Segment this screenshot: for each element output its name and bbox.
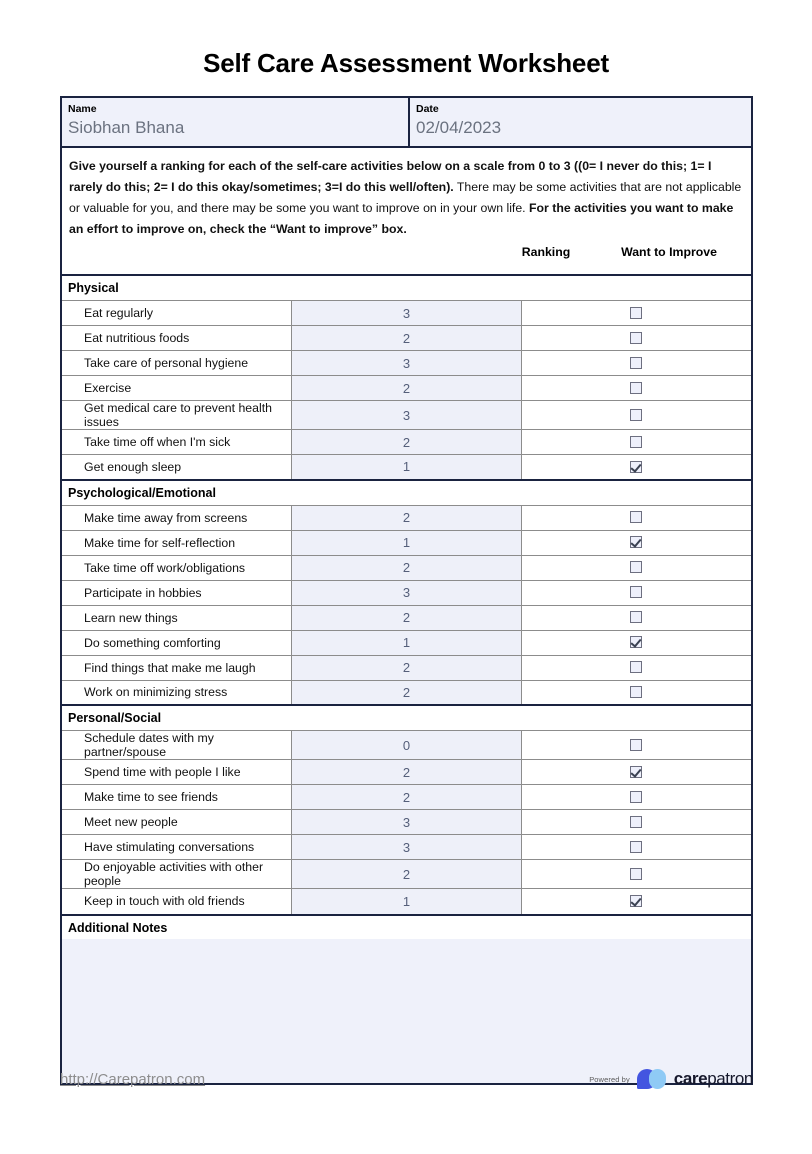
- table-row: [62, 835, 751, 860]
- improve-checkbox-cell[interactable]: [521, 630, 751, 655]
- improve-checkbox-cell[interactable]: [521, 860, 751, 889]
- checkbox-unchecked-icon[interactable]: [630, 307, 642, 319]
- section-header-row: [62, 480, 751, 506]
- carepatron-logo-icon: [637, 1068, 667, 1090]
- section-title: Psychological/Emotional: [62, 480, 751, 506]
- ranking-value[interactable]: 2: [292, 680, 522, 705]
- table-row: [62, 760, 751, 785]
- activity-label: Make time away from screens: [62, 505, 292, 530]
- improve-column-header: Want to Improve: [621, 245, 717, 259]
- activity-label: Keep in touch with old friends: [62, 889, 292, 914]
- section-title: Physical: [62, 275, 751, 301]
- date-field[interactable]: [410, 98, 751, 146]
- ranking-value[interactable]: 2: [292, 860, 522, 889]
- checkbox-unchecked-icon[interactable]: [630, 561, 642, 573]
- checkbox-unchecked-icon[interactable]: [630, 382, 642, 394]
- improve-checkbox-cell[interactable]: [521, 430, 751, 455]
- section-header-row: [62, 275, 751, 301]
- table-row: [62, 605, 751, 630]
- carepatron-url-link[interactable]: http://Carepatron.com: [60, 1070, 206, 1088]
- table-row: [62, 326, 751, 351]
- ranking-value[interactable]: 2: [292, 376, 522, 401]
- carepatron-wordmark: [674, 1069, 753, 1089]
- table-row: [62, 455, 751, 480]
- activity-label: Have stimulating conversations: [62, 835, 292, 860]
- improve-checkbox-cell[interactable]: [521, 351, 751, 376]
- improve-checkbox-cell[interactable]: [521, 505, 751, 530]
- improve-checkbox-cell[interactable]: [521, 530, 751, 555]
- checkbox-unchecked-icon[interactable]: [630, 816, 642, 828]
- activity-label: Work on minimizing stress: [62, 680, 292, 705]
- checkbox-unchecked-icon[interactable]: [630, 661, 642, 673]
- section-title: Personal/Social: [62, 705, 751, 731]
- activity-label: Find things that make me laugh: [62, 655, 292, 680]
- instructions-bold-1: Give yourself a ranking for each of the self-care activities below on a scale from 0 to 3 ((0= I never do this; 1= I rarely do this; 2= I do this okay/sometimes; 3=I do this well/often).: [69, 159, 712, 194]
- section-header-row: [62, 705, 751, 731]
- ranking-value[interactable]: 3: [292, 580, 522, 605]
- checkbox-checked-icon[interactable]: [630, 766, 642, 778]
- ranking-value[interactable]: 1: [292, 530, 522, 555]
- table-row: [62, 680, 751, 705]
- activity-label: Spend time with people I like: [62, 760, 292, 785]
- checkbox-unchecked-icon[interactable]: [630, 586, 642, 598]
- activity-label: Eat nutritious foods: [62, 326, 292, 351]
- checkbox-unchecked-icon[interactable]: [630, 791, 642, 803]
- improve-checkbox-cell[interactable]: [521, 731, 751, 760]
- instructions-block: [62, 146, 751, 274]
- checkbox-checked-icon[interactable]: [630, 636, 642, 648]
- powered-by-label: Powered by: [589, 1074, 630, 1084]
- improve-checkbox-cell[interactable]: [521, 605, 751, 630]
- improve-checkbox-cell[interactable]: [521, 835, 751, 860]
- table-row: [62, 889, 751, 914]
- column-headers: [69, 240, 742, 268]
- logo-light-shape: [649, 1069, 666, 1089]
- improve-checkbox-cell[interactable]: [521, 889, 751, 914]
- checkbox-unchecked-icon[interactable]: [630, 841, 642, 853]
- improve-checkbox-cell[interactable]: [521, 655, 751, 680]
- table-row: [62, 860, 751, 889]
- improve-checkbox-cell[interactable]: [521, 326, 751, 351]
- activity-label: Meet new people: [62, 810, 292, 835]
- improve-checkbox-cell[interactable]: [521, 555, 751, 580]
- checkbox-unchecked-icon[interactable]: [630, 511, 642, 523]
- ranking-value[interactable]: 2: [292, 555, 522, 580]
- checkbox-unchecked-icon[interactable]: [630, 357, 642, 369]
- table-row: [62, 505, 751, 530]
- identity-row: [62, 98, 751, 146]
- instructions-plain-1: There may be some activities that are not applicable or valuable for you, and there may be some you want to improve on in your own life.: [69, 180, 742, 215]
- ranking-value[interactable]: 3: [292, 301, 522, 326]
- checkbox-unchecked-icon[interactable]: [630, 436, 642, 448]
- activity-label: Get medical care to prevent health issues: [62, 401, 292, 430]
- date-value: 02/04/2023: [416, 118, 502, 137]
- ranking-value[interactable]: 3: [292, 810, 522, 835]
- checkbox-unchecked-icon[interactable]: [630, 332, 642, 344]
- name-value: Siobhan Bhana: [68, 118, 185, 137]
- table-row: [62, 530, 751, 555]
- improve-checkbox-cell[interactable]: [521, 785, 751, 810]
- activity-label: Learn new things: [62, 605, 292, 630]
- ranking-value[interactable]: 2: [292, 605, 522, 630]
- table-row: [62, 655, 751, 680]
- ranking-value[interactable]: 3: [292, 351, 522, 376]
- page-footer: [60, 1068, 753, 1090]
- table-row: [62, 785, 751, 810]
- ranking-value[interactable]: 2: [292, 785, 522, 810]
- activity-label: Do enjoyable activities with other people: [62, 860, 292, 889]
- table-row: [62, 580, 751, 605]
- carepatron-brand: [589, 1068, 753, 1090]
- table-row: [62, 555, 751, 580]
- improve-checkbox-cell[interactable]: [521, 580, 751, 605]
- activity-label: Make time to see friends: [62, 785, 292, 810]
- improve-checkbox-cell[interactable]: [521, 810, 751, 835]
- activity-label: Participate in hobbies: [62, 580, 292, 605]
- ranking-column-header: Ranking: [521, 245, 571, 259]
- activity-label: Schedule dates with my partner/spouse: [62, 731, 292, 760]
- ranking-value[interactable]: 1: [292, 889, 522, 914]
- activity-label: Take time off when I'm sick: [62, 430, 292, 455]
- ranking-value[interactable]: 2: [292, 505, 522, 530]
- ranking-value[interactable]: 3: [292, 835, 522, 860]
- table-row: [62, 301, 751, 326]
- checkbox-unchecked-icon[interactable]: [630, 409, 642, 421]
- ranking-value[interactable]: 2: [292, 326, 522, 351]
- checkbox-unchecked-icon[interactable]: [630, 739, 642, 751]
- instructions-bold-2: For the activities you want to make an effort to improve on, check the “Want to improve” box.: [69, 201, 734, 236]
- improve-checkbox-cell[interactable]: [521, 401, 751, 430]
- checkbox-unchecked-icon[interactable]: [630, 611, 642, 623]
- checkbox-unchecked-icon[interactable]: [630, 868, 642, 880]
- ranking-value[interactable]: 1: [292, 455, 522, 480]
- activity-label: Take care of personal hygiene: [62, 351, 292, 376]
- activity-label: Make time for self-reflection: [62, 530, 292, 555]
- self-care-items-table: [62, 274, 751, 914]
- improve-checkbox-cell[interactable]: [521, 455, 751, 480]
- wordmark-light: patron: [707, 1069, 753, 1088]
- activity-label: Do something comforting: [62, 630, 292, 655]
- ranking-value[interactable]: 2: [292, 655, 522, 680]
- table-row: [62, 351, 751, 376]
- table-row: [62, 731, 751, 760]
- ranking-value[interactable]: 3: [292, 401, 522, 430]
- additional-notes-input[interactable]: [62, 939, 751, 1083]
- additional-notes-section: [62, 914, 751, 1083]
- checkbox-checked-icon[interactable]: [630, 895, 642, 907]
- activity-label: Eat regularly: [62, 301, 292, 326]
- name-field[interactable]: [62, 98, 410, 146]
- worksheet-table: [60, 96, 753, 1085]
- improve-checkbox-cell[interactable]: [521, 760, 751, 785]
- ranking-value[interactable]: 2: [292, 760, 522, 785]
- ranking-value[interactable]: 1: [292, 630, 522, 655]
- additional-notes-label: Additional Notes: [62, 916, 751, 939]
- activity-label: Get enough sleep: [62, 455, 292, 480]
- improve-checkbox-cell[interactable]: [521, 680, 751, 705]
- checkbox-checked-icon[interactable]: [630, 536, 642, 548]
- date-label: Date: [416, 103, 439, 115]
- table-row: [62, 401, 751, 430]
- activity-label: Exercise: [62, 376, 292, 401]
- activity-label: Take time off work/obligations: [62, 555, 292, 580]
- checkbox-unchecked-icon[interactable]: [630, 686, 642, 698]
- ranking-value[interactable]: 2: [292, 430, 522, 455]
- table-row: [62, 376, 751, 401]
- ranking-value[interactable]: 0: [292, 731, 522, 760]
- improve-checkbox-cell[interactable]: [521, 301, 751, 326]
- page-title: Self Care Assessment Worksheet: [203, 48, 609, 78]
- improve-checkbox-cell[interactable]: [521, 376, 751, 401]
- table-row: [62, 430, 751, 455]
- checkbox-checked-icon[interactable]: [630, 461, 642, 473]
- table-row: [62, 630, 751, 655]
- wordmark-bold: care: [673, 1069, 708, 1088]
- table-row: [62, 810, 751, 835]
- name-label: Name: [68, 103, 97, 115]
